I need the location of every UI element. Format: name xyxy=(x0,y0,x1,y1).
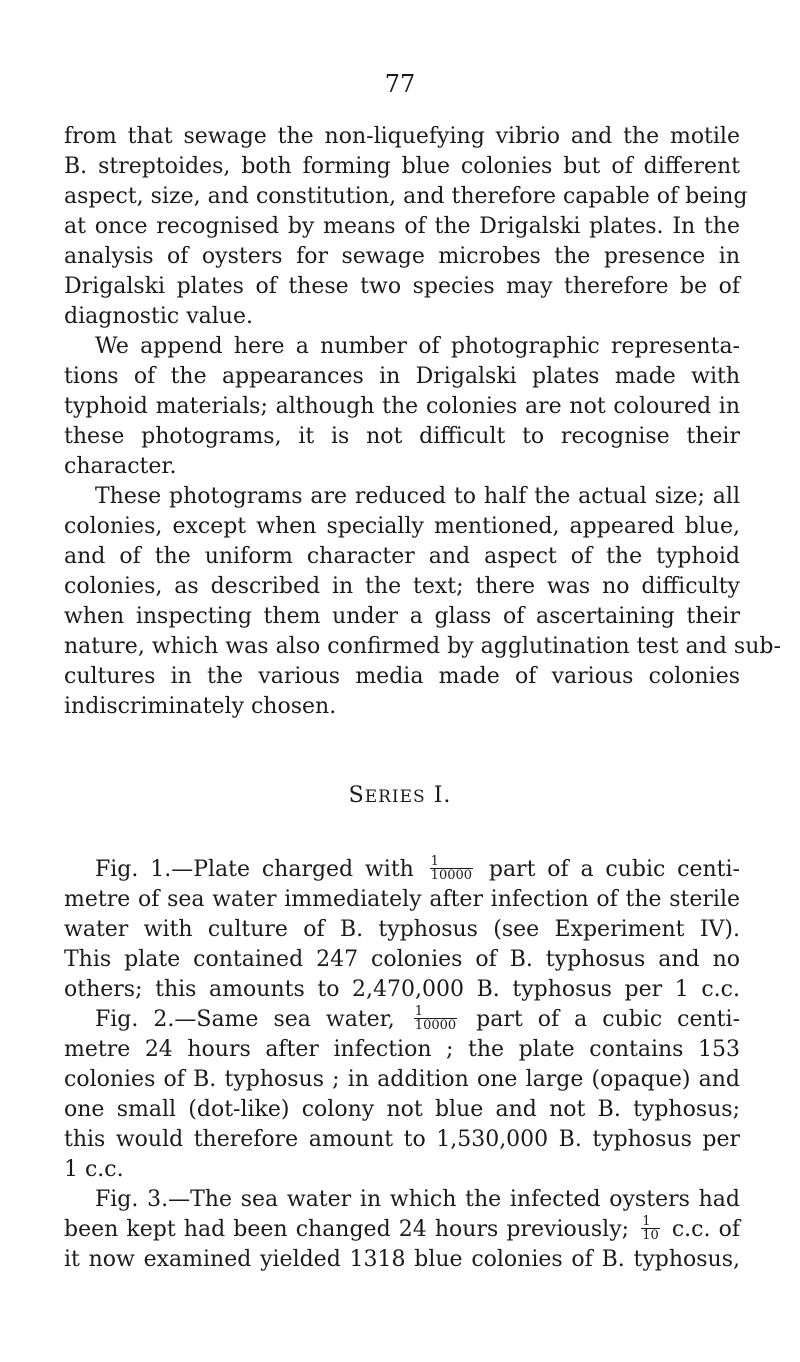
para3-line-4: colonies, as described in the text; there was no difficulty xyxy=(64,574,740,599)
fig2-line-5: this would therefore amount to 1,530,000 B. typhosus per xyxy=(64,1127,740,1152)
fig2-line-2: metre 24 hours after infection ; the plate contains 153 xyxy=(64,1037,740,1062)
fig2-frac-den: 10000 xyxy=(414,1017,457,1033)
para3-line-7: cultures in the various media made of various colonies xyxy=(64,664,740,689)
para3-line-2: colonies, except when specially mentioned, appeared blue, xyxy=(64,514,740,539)
para1-line-5: analysis of oysters for sewage microbes the presence in xyxy=(64,244,740,269)
para2-line-1: We append here a number of photographic representa- xyxy=(95,334,740,359)
para1-line-1: from that sewage the non-liquefying vibrio and the motile xyxy=(64,124,740,149)
fig3-line-2 xyxy=(64,1215,740,1245)
para1-line-2: B. streptoides, both forming blue colonies but of different xyxy=(64,154,740,179)
fig2-fraction xyxy=(414,1005,457,1032)
para3-line-3: and of the uniform character and aspect of the typhoid xyxy=(64,544,740,569)
series-heading xyxy=(0,783,800,808)
para1-line-4: at once recognised by means of the Drigalski plates. In the xyxy=(64,214,740,239)
fig3-fraction xyxy=(641,1215,660,1242)
fig1-frac-den: 10000 xyxy=(430,867,473,883)
fig3-frac-num: 1 xyxy=(641,1215,660,1229)
para3-line-6: nature, which was also confirmed by agglutination test and sub- xyxy=(64,634,781,659)
fig1-line-1 xyxy=(95,855,740,885)
fig1-line-2: metre of sea water immediately after infection of the sterile xyxy=(64,887,740,912)
fig2-line-3: colonies of B. typhosus ; in addition one large (opaque) and xyxy=(64,1067,740,1092)
para2-line-2: tions of the appearances in Drigalski plates made with xyxy=(64,364,740,389)
fig2-line-1 xyxy=(95,1005,740,1035)
series-heading-rest: ERIES xyxy=(364,787,426,807)
fig2-frac-num: 1 xyxy=(414,1005,457,1019)
fig1-text-before: Fig. 1.—Plate charged with xyxy=(95,857,414,882)
para1-line-3: aspect, size, and constitution, and therefore capable of being xyxy=(64,184,748,209)
para2-line-5: character. xyxy=(64,454,177,479)
fig1-fraction xyxy=(430,855,473,882)
fig3-text-before: been kept had been changed 24 hours previously; xyxy=(64,1217,630,1242)
para2-line-3: typhoid materials; although the colonies are not coloured in xyxy=(64,394,740,419)
fig1-frac-num: 1 xyxy=(430,855,473,869)
series-heading-numeral: I. xyxy=(433,783,452,808)
fig3-line-1: Fig. 3.—The sea water in which the infected oysters had xyxy=(95,1187,740,1212)
fig2-line-6: 1 c.c. xyxy=(64,1157,124,1182)
fig2-text-before: Fig. 2.—Same sea water, xyxy=(95,1007,395,1032)
fig1-text-after: part of a cubic centi- xyxy=(488,857,740,882)
para1-line-6: Drigalski plates of these two species may therefore be of xyxy=(64,274,740,299)
fig1-line-5: others; this amounts to 2,470,000 B. typhosus per 1 c.c. xyxy=(64,977,740,1002)
fig1-line-4: This plate contained 247 colonies of B. typhosus and no xyxy=(64,947,740,972)
fig2-line-4: one small (dot-like) colony not blue and not B. typhosus; xyxy=(64,1097,740,1122)
para3-line-8: indiscriminately chosen. xyxy=(64,694,337,719)
page-number: 77 xyxy=(384,70,416,98)
fig3-line-3: it now examined yielded 1318 blue colonies of B. typhosus, xyxy=(64,1247,740,1272)
fig2-text-after: part of a cubic centi- xyxy=(476,1007,740,1032)
para3-line-5: when inspecting them under a glass of ascertaining their xyxy=(64,604,740,629)
para2-line-4: these photograms, it is not difficult to recognise their xyxy=(64,424,740,449)
fig3-text-after: c.c. of xyxy=(671,1217,740,1242)
fig3-frac-den: 10 xyxy=(642,1227,659,1243)
fig1-line-3: water with culture of B. typhosus (see Experiment IV). xyxy=(64,917,740,942)
para1-line-7: diagnostic value. xyxy=(64,304,253,329)
series-heading-initial: S xyxy=(348,783,365,808)
para3-line-1: These photograms are reduced to half the actual size; all xyxy=(95,484,740,509)
